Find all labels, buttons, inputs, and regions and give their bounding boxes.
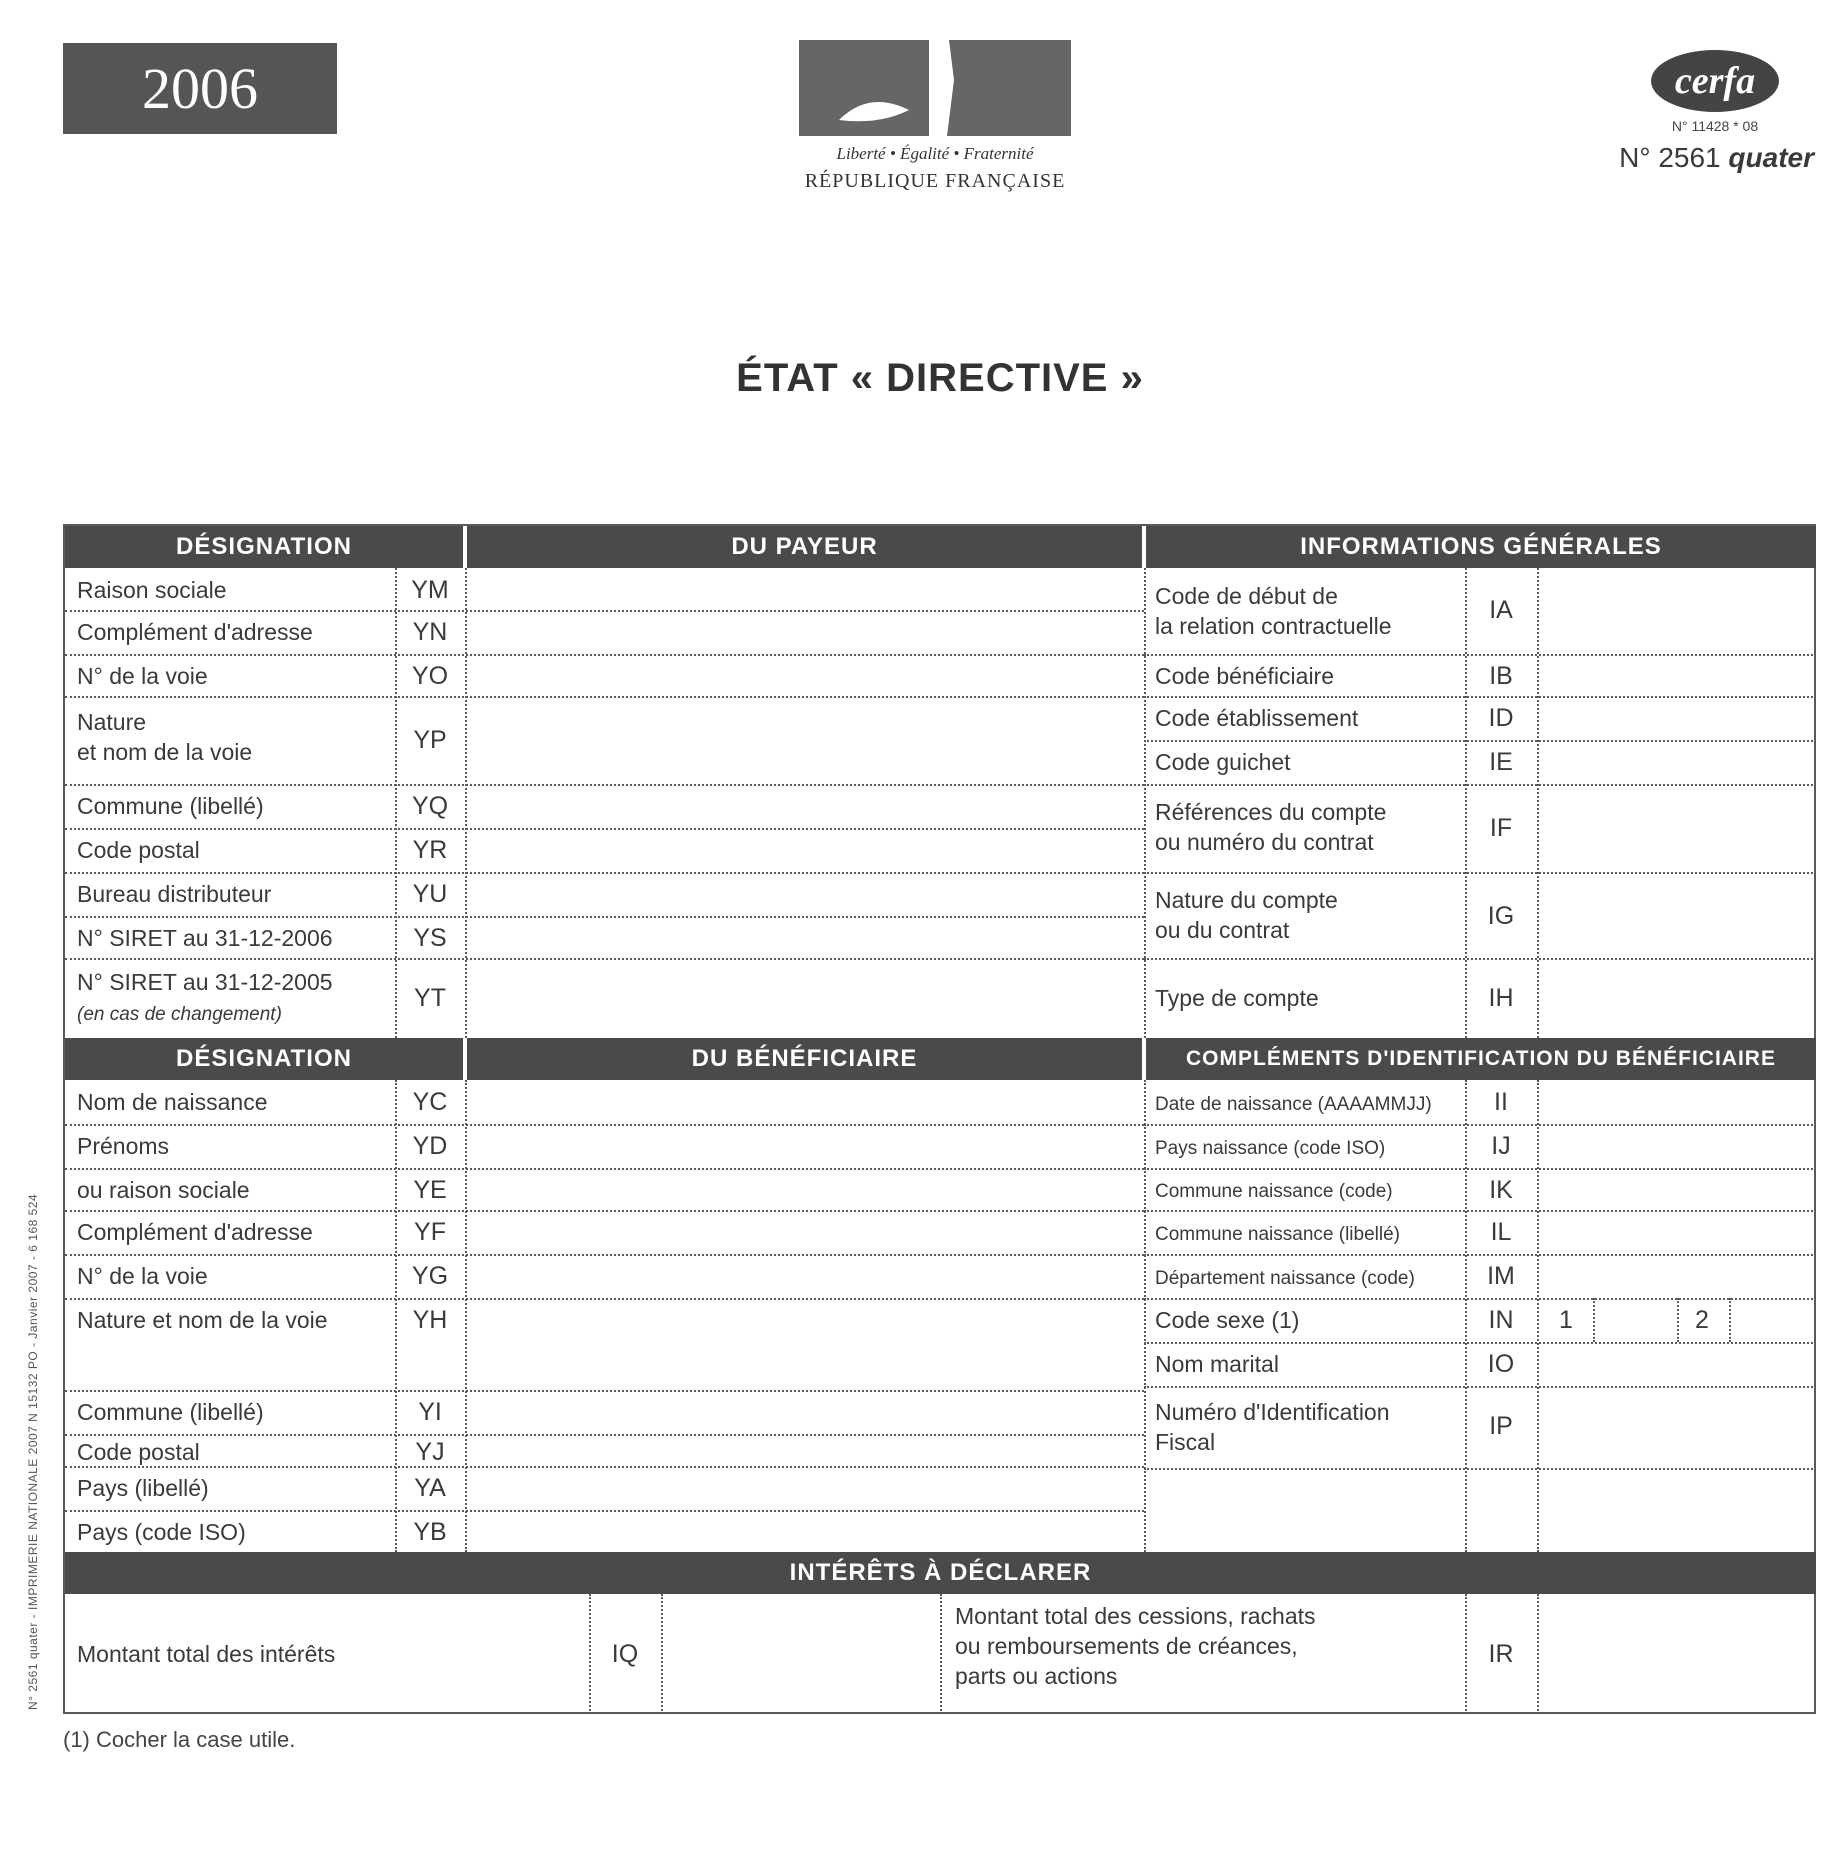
field-ij[interactable] <box>1539 1126 1816 1168</box>
field-yi[interactable] <box>467 1392 1142 1434</box>
directive-form <box>63 524 1816 1714</box>
code-ih: IH <box>1488 984 1514 1012</box>
label-commune: Commune (libellé) <box>77 793 264 819</box>
code-in: IN <box>1488 1306 1514 1334</box>
code-yq: YQ <box>411 792 449 820</box>
header-designation-payeur: DÉSIGNATION <box>65 526 463 568</box>
field-iq[interactable] <box>663 1596 940 1714</box>
field-il[interactable] <box>1539 1212 1816 1254</box>
field-ia[interactable] <box>1539 570 1816 654</box>
sexe-option-1-label: 1 <box>1559 1306 1573 1334</box>
field-yt[interactable] <box>467 960 1142 1038</box>
field-yj[interactable] <box>467 1436 1142 1466</box>
field-ie[interactable] <box>1539 742 1816 784</box>
code-yo: YO <box>411 662 449 690</box>
label-commune-benef: Commune (libellé) <box>77 1399 264 1425</box>
code-yn: YN <box>412 618 448 646</box>
field-ir[interactable] <box>1539 1596 1816 1714</box>
field-im[interactable] <box>1539 1256 1816 1298</box>
sexe-option-1-checkbox[interactable] <box>1595 1300 1675 1342</box>
header-complements-identification: COMPLÉMENTS D'IDENTIFICATION DU BÉNÉFICIAIRE <box>1146 1038 1816 1080</box>
field-yq[interactable] <box>467 786 1142 828</box>
year-box: 2006 <box>63 43 337 134</box>
field-ya[interactable] <box>467 1468 1142 1510</box>
code-if: IF <box>1489 814 1513 842</box>
label-fiscal: Fiscal <box>1155 1429 1216 1455</box>
label-code-guichet: Code guichet <box>1155 749 1291 775</box>
code-ys: YS <box>413 924 447 952</box>
code-ii: II <box>1494 1088 1508 1116</box>
code-ik: IK <box>1489 1176 1513 1204</box>
label-code-postal: Code postal <box>77 837 200 863</box>
code-ib: IB <box>1489 662 1513 690</box>
label-nom-naissance: Nom de naissance <box>77 1089 268 1115</box>
field-yc[interactable] <box>467 1082 1142 1124</box>
label-siret-2005: N° SIRET au 31-12-2005 <box>77 969 333 995</box>
code-yh: YH <box>412 1306 448 1334</box>
field-ih[interactable] <box>1539 960 1816 1038</box>
label-code-debut: Code de début de <box>1155 583 1338 609</box>
code-ya: YA <box>414 1474 446 1502</box>
label-pays-libelle: Pays (libellé) <box>77 1475 209 1501</box>
label-montant-interets: Montant total des intérêts <box>77 1641 336 1667</box>
header-informations-generales: INFORMATIONS GÉNÉRALES <box>1146 526 1816 568</box>
label-commune-naissance-libelle: Commune naissance (libellé) <box>1155 1224 1400 1245</box>
header-designation-beneficiaire: DÉSIGNATION <box>65 1038 463 1080</box>
code-yj: YJ <box>415 1438 445 1466</box>
label-code-etablissement: Code établissement <box>1155 705 1359 731</box>
republic-label: RÉPUBLIQUE FRANÇAISE <box>804 170 1066 192</box>
field-yn[interactable] <box>467 612 1142 654</box>
sexe-option-2-checkbox[interactable] <box>1731 1300 1816 1342</box>
field-yr[interactable] <box>467 830 1142 872</box>
label-numero-identification: Numéro d'Identification <box>1155 1399 1390 1425</box>
label-ou-raison-sociale: ou raison sociale <box>77 1177 250 1203</box>
code-yi: YI <box>418 1398 442 1426</box>
code-yu: YU <box>412 880 448 908</box>
label-siret-2006: N° SIRET au 31-12-2006 <box>77 925 333 951</box>
code-yc: YC <box>412 1088 448 1116</box>
code-id: ID <box>1488 704 1514 732</box>
field-ib[interactable] <box>1539 656 1816 696</box>
marianne-logo <box>799 40 1071 136</box>
label-siret-2005-note: (en cas de changement) <box>77 1004 282 1025</box>
field-yg[interactable] <box>467 1256 1142 1298</box>
label-commune-naissance-code: Commune naissance (code) <box>1155 1181 1393 1202</box>
code-yr: YR <box>412 836 448 864</box>
form-number: N° 2561 quater <box>1619 142 1814 173</box>
marianne-emblem <box>785 40 1085 210</box>
label-raison-sociale: Raison sociale <box>77 577 227 603</box>
label-type-compte: Type de compte <box>1155 985 1319 1011</box>
code-il: IL <box>1490 1218 1512 1246</box>
label-prenoms: Prénoms <box>77 1133 170 1159</box>
cerfa-logo: cerfa <box>1651 50 1779 112</box>
code-ia: IA <box>1489 596 1513 624</box>
page-title: ÉTAT « DIRECTIVE » <box>736 356 1144 400</box>
header-du-beneficiaire: DU BÉNÉFICIAIRE <box>467 1038 1142 1080</box>
label-nature: Nature <box>77 709 147 735</box>
label-no-voie-benef: N° de la voie <box>77 1263 208 1289</box>
label-pays-naissance: Pays naissance (code ISO) <box>1155 1138 1386 1159</box>
field-ys[interactable] <box>467 918 1142 958</box>
field-ig[interactable] <box>1539 874 1816 958</box>
sexe-option-2-label: 2 <box>1695 1306 1709 1334</box>
label-code-beneficiaire: Code bénéficiaire <box>1155 663 1335 689</box>
code-ip: IP <box>1489 1412 1513 1440</box>
field-yo[interactable] <box>467 656 1142 696</box>
code-ym: YM <box>411 576 449 604</box>
label-montant-cessions-1: Montant total des cessions, rachats <box>955 1603 1316 1629</box>
field-yp[interactable] <box>467 698 1142 784</box>
code-io: IO <box>1487 1350 1515 1378</box>
field-yb[interactable] <box>467 1512 1142 1552</box>
label-code-sexe: Code sexe (1) <box>1155 1307 1300 1333</box>
cerfa-number: N° 11428 * 08 <box>1671 118 1759 134</box>
code-yp: YP <box>413 726 447 754</box>
label-montant-cessions-2: ou remboursements de créances, <box>955 1633 1298 1659</box>
label-departement-naissance: Département naissance (code) <box>1155 1268 1415 1289</box>
code-yf: YF <box>414 1218 446 1246</box>
code-yb: YB <box>413 1518 447 1546</box>
field-yd[interactable] <box>467 1126 1142 1168</box>
label-code-postal-benef: Code postal <box>77 1439 200 1465</box>
label-montant-cessions-3: parts ou actions <box>955 1663 1118 1689</box>
field-if[interactable] <box>1539 786 1816 872</box>
code-yg: YG <box>411 1262 449 1290</box>
label-date-naissance: Date de naissance (AAAAMMJJ) <box>1155 1094 1432 1115</box>
side-print-info: N° 2561 quater - IMPRIMERIE NATIONALE 2007 N 15132 PO - Janvier 2007 - 6 168 524 <box>26 1193 40 1710</box>
field-io[interactable] <box>1539 1344 1816 1386</box>
field-ik[interactable] <box>1539 1170 1816 1210</box>
field-yu[interactable] <box>467 874 1142 916</box>
field-ii[interactable] <box>1539 1082 1816 1124</box>
label-nature-compte: Nature du compte <box>1155 887 1338 913</box>
label-no-voie: N° de la voie <box>77 663 208 689</box>
code-ye: YE <box>413 1176 447 1204</box>
label-references-compte: Références du compte <box>1155 799 1387 825</box>
label-relation-contractuelle: la relation contractuelle <box>1155 613 1392 639</box>
label-complement-adresse: Complément d'adresse <box>77 619 313 645</box>
label-bureau-distributeur: Bureau distributeur <box>77 881 272 907</box>
field-id[interactable] <box>1539 698 1816 740</box>
label-nom-marital: Nom marital <box>1155 1351 1279 1377</box>
code-yt: YT <box>414 984 446 1012</box>
field-ye[interactable] <box>467 1170 1142 1210</box>
header-du-payeur: DU PAYEUR <box>467 526 1142 568</box>
label-du-contrat: ou du contrat <box>1155 917 1290 943</box>
label-nature-nom-voie-benef: Nature et nom de la voie <box>77 1307 328 1333</box>
label-complement-adresse-benef: Complément d'adresse <box>77 1219 313 1245</box>
motto: Liberté • Égalité • Fraternité <box>836 144 1034 163</box>
label-pays-iso: Pays (code ISO) <box>77 1519 246 1545</box>
code-ig: IG <box>1487 902 1515 930</box>
field-yf[interactable] <box>467 1212 1142 1254</box>
code-ir: IR <box>1488 1640 1514 1668</box>
field-yh[interactable] <box>467 1300 1142 1390</box>
code-yd: YD <box>412 1132 448 1160</box>
code-iq: IQ <box>611 1640 639 1668</box>
field-ip[interactable] <box>1539 1388 1816 1468</box>
label-numero-contrat: ou numéro du contrat <box>1155 829 1374 855</box>
code-ij: IJ <box>1491 1132 1511 1160</box>
header-interets: INTÉRÊTS À DÉCLARER <box>65 1552 1816 1594</box>
code-im: IM <box>1487 1262 1515 1290</box>
field-ym[interactable] <box>467 570 1142 610</box>
code-ie: IE <box>1489 748 1513 776</box>
cerfa-block <box>1560 50 1820 174</box>
footnote: (1) Cocher la case utile. <box>63 1727 296 1752</box>
label-nom-voie: et nom de la voie <box>77 739 253 765</box>
